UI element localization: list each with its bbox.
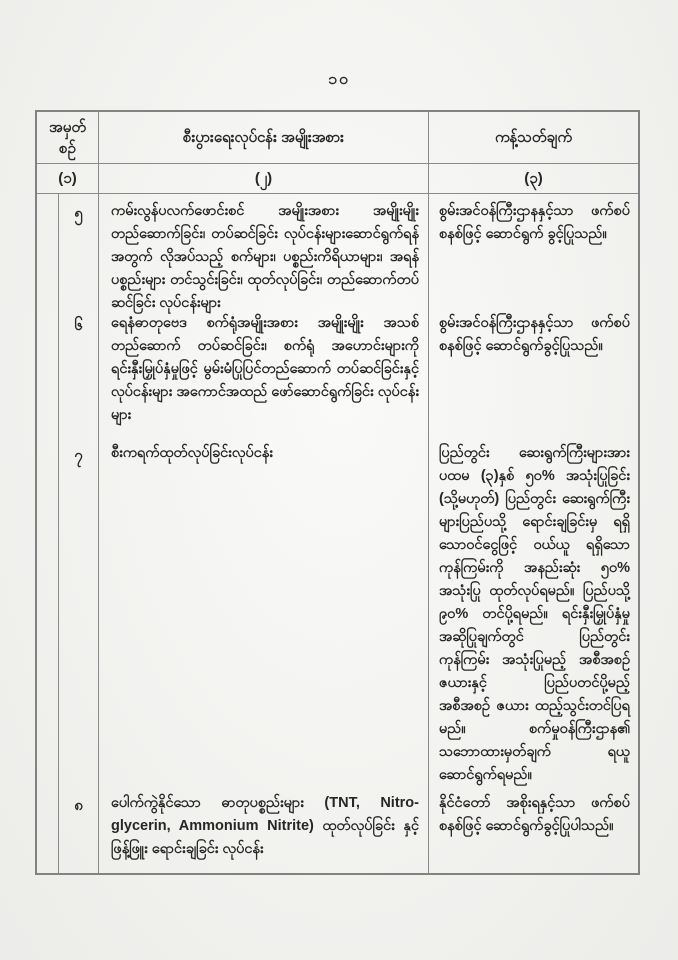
row-restriction: စွမ်းအင်ဝန်ကြီးဌာနနှင့်သာ ဖက်စပ် စနစ်ဖြင့် ဆောင်ရွက်ခွင့်ပြုသည်။ — [439, 315, 630, 354]
table-row-strip — [37, 306, 59, 436]
column-index-3: (၃) — [429, 164, 638, 194]
row-business: ပေါက်ကွဲနိုင်သော ဓာတုပစ္စည်းများ (TNT, Nitro-glycerin, Ammonium Nitrite) ထုတ်လုပ်ခြင်း နှင့် ဖြန့်ဖြူး ရောင်းချခြင်း လုပ်ငန်း — [99, 786, 429, 873]
header-business-type: စီးပွားရေးလုပ်ငန်း အမျိုးအစား — [99, 112, 429, 164]
row-serial: ၅ — [59, 194, 99, 306]
row-serial: ၆ — [59, 306, 99, 436]
table-row-strip — [37, 194, 59, 306]
header-serial-line2: စဉ် — [59, 139, 76, 157]
table-row-strip — [37, 786, 59, 873]
column-index-1: (၁) — [37, 164, 99, 194]
header-serial-line1: အမှတ် — [49, 118, 86, 136]
row-serial: ၈ — [59, 786, 99, 873]
restrictions-table — [35, 110, 640, 875]
row-business: စီးကရက်ထုတ်လုပ်ခြင်းလုပ်ငန်း — [99, 436, 429, 786]
page-number: ၁၀ — [328, 71, 350, 88]
row-restriction: စွမ်းအင်ဝန်ကြီးဌာနနှင့်သာ ဖက်စပ် စနစ်ဖြင့် ဆောင်ရွက် ခွင့်ပြုသည်။ — [439, 203, 630, 242]
row-restriction: နိုင်ငံတော် အစိုးရနှင့်သာ ဖက်စပ် စနစ်ဖြင့် ဆောင်ရွက်ခွင့်ပြုပါသည်။ — [439, 795, 630, 834]
header-serial-number — [37, 112, 99, 164]
row-business: ရေနံဓာတုဗေဒ စက်ရုံအမျိုးအစား အမျိုးမျိုး အသစ် တည်ဆောက် တပ်ဆင်ခြင်း၊ စက်ရုံ အဟောင်းများကို ရင်းနှီးမြှုပ်နှံမှုဖြင့် မွမ်းမံပြုပြင်တည်ဆောက် တပ်ဆင်ခြင်းနှင့် လုပ်ငန်းများ အကောင်အထည် ဖော်ဆောင်ရွက်ခြင်း လုပ်ငန်းများ — [99, 306, 429, 436]
row-restriction: ပြည်တွင်း ဆေးရွက်ကြီးများအား ပထမ (၃)နှစ် ၅၀% အသုံးပြုခြင်း (သို့မဟုတ်) ပြည်တွင်း ဆေးရွက်ကြီးများပြည်ပသို့ ရောင်းချခြင်းမှ ရရှိသောဝင်ငွေဖြင့် ဝယ်ယူ ရရှိသော ကုန်ကြမ်းကို အနည်းဆုံး ၅၀% အသုံးပြု ထုတ်လုပ်ရမည်။ ပြည်ပသို့ ၉၀% တင်ပို့ရမည်။ ရင်းနှီးမြှုပ်နှံမှု အဆိုပြုချက်တွင် ပြည်တွင်း ကုန်ကြမ်း အသုံးပြုမည့် အစီအစဉ် ဇယားနှင့် ပြည်ပတင်ပို့မည့် အစီအစဉ် ဇယား ထည့်သွင်းတင်ပြရမည်။ စက်မှုဝန်ကြီးဌာန၏ သဘောထားမှတ်ချက် ရယူ ဆောင်ရွက်ရမည်။ — [439, 445, 630, 783]
header-restriction: ကန့်သတ်ချက် — [429, 112, 638, 164]
row-business: ကမ်းလွန်ပလက်ဖောင်းစင် အမျိုးအစား အမျိုးမျိုး တည်ဆောက်ခြင်း၊ တပ်ဆင်ခြင်း လုပ်ငန်းများဆောင်ရွက်ရန်အတွက် လိုအပ်သည့် စက်များ၊ ပစ္စည်းကိရိယာများ၊ အရန်ပစ္စည်းများ တင်သွင်းခြင်း၊ ထုတ်လုပ်ခြင်း၊ တည်ဆောက်တပ်ဆင်ခြင်း လုပ်ငန်းများ — [99, 194, 429, 306]
table-row-strip — [37, 436, 59, 786]
column-index-2: (၂) — [99, 164, 429, 194]
row-serial: ၇ — [59, 436, 99, 786]
